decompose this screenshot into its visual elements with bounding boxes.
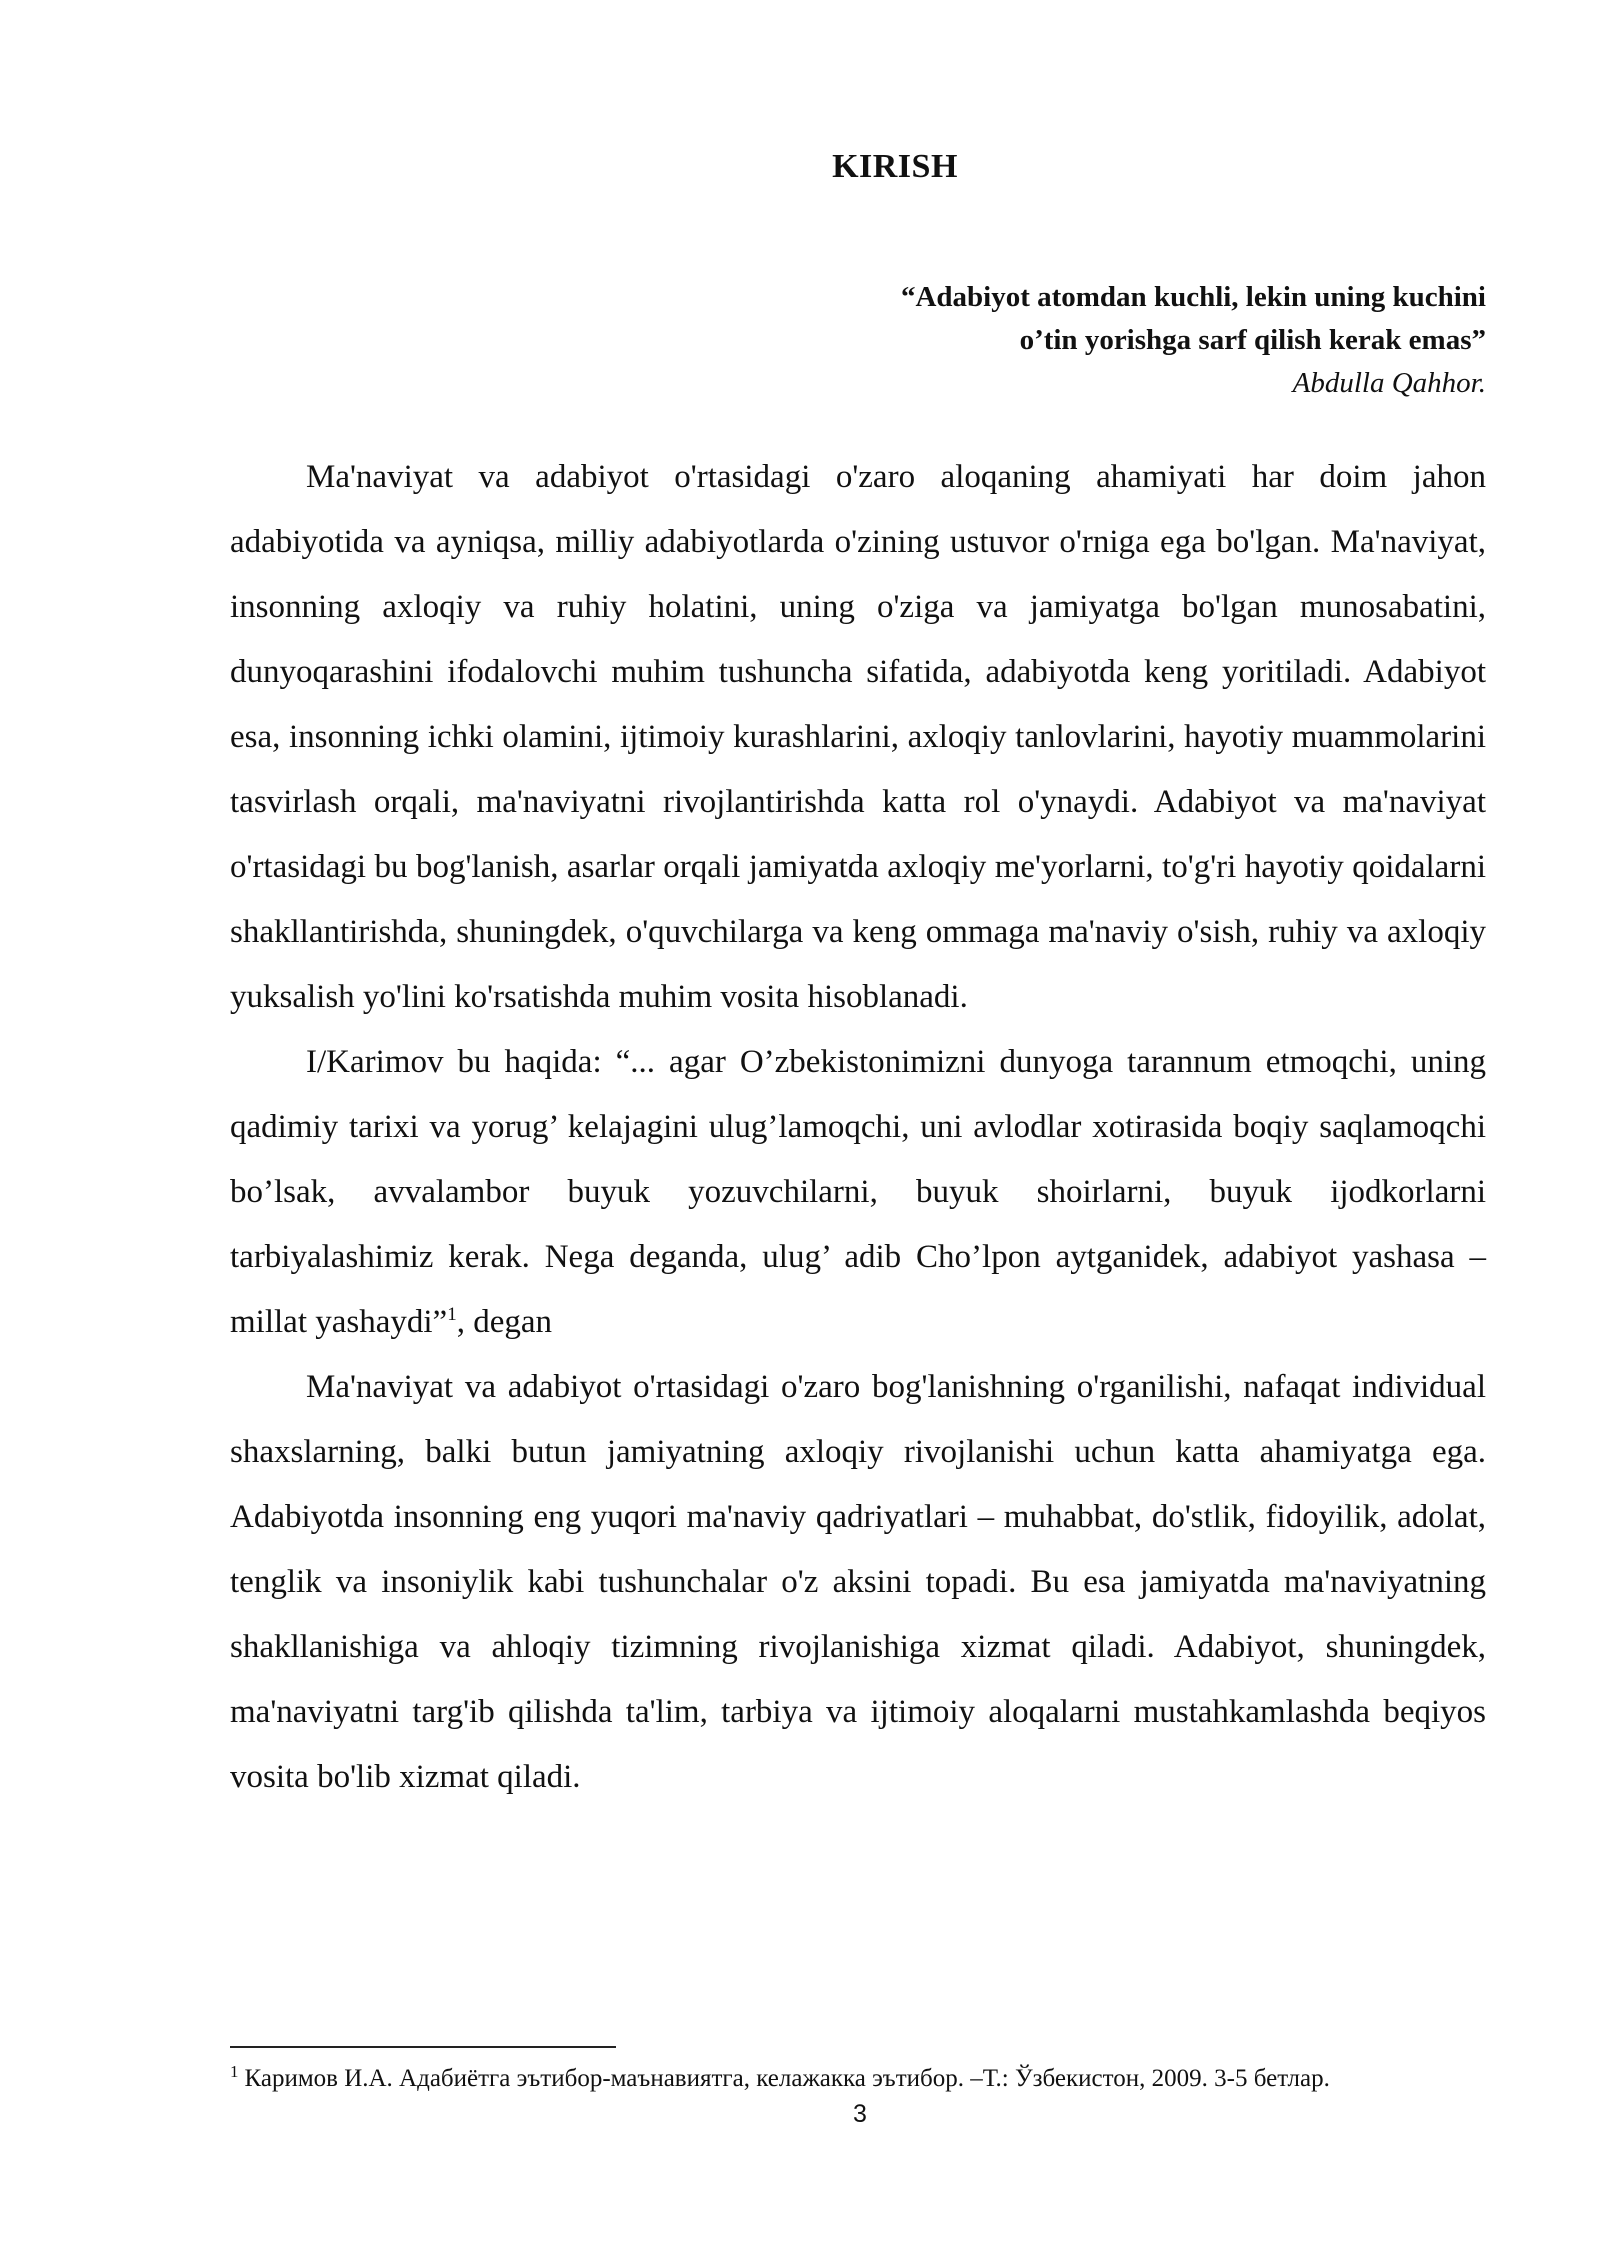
epigraph-quote-line-1: “Adabiyot atomdan kuchli, lekin uning kuchini bbox=[900, 281, 1486, 313]
page-title: KIRISH bbox=[832, 148, 958, 185]
epigraph bbox=[586, 276, 1486, 405]
epigraph-author: Abdulla Qahhor. bbox=[1292, 367, 1486, 399]
footnote bbox=[230, 2062, 1530, 2096]
page-number: 3 bbox=[853, 2100, 867, 2128]
footnote-number: 1 bbox=[230, 2061, 239, 2081]
footnote-reference[interactable]: 1 bbox=[447, 1304, 457, 1325]
footnote-divider bbox=[230, 2046, 616, 2048]
paragraph-2-tail: , degan bbox=[456, 1304, 552, 1340]
paragraph-3: Ma'naviyat va adabiyot o'rtasidagi o'zaro bog'lanishning o'rganilishi, nafaqat individual shaxslarning, balki butun jamiyatning axloqiy rivojlanishi uchun katta ahamiyatga ega. Adabiyotda insonning eng yuqori ma'naviy qadriyatlari – muhabbat, do'stlik, fidoyilik, adolat, tenglik va insoniylik kabi tushunchalar o'z aksini topadi. Bu esa jamiyatda ma'naviyatning shakllanishiga va ahloqiy tizimning rivojlanishiga xizmat qiladi. Adabiyot, shuningdek, ma'naviyatni targ'ib qilishda ta'lim, tarbiya va ijtimoiy aloqalarni mustahkamlashda beqiyos vosita bo'lib xizmat qiladi. bbox=[230, 1369, 1486, 1795]
epigraph-quote-line-2: o’tin yorishga sarf qilish kerak emas” bbox=[1019, 324, 1486, 356]
paragraph-2 bbox=[230, 1030, 1486, 1355]
paragraph-1: Ma'naviyat va adabiyot o'rtasidagi o'zaro aloqaning ahamiyati har doim jahon adabiyotida va ayniqsa, milliy adabiyotlarda o'zining ustuvor o'rniga ega bo'lgan. Ma'naviyat, insonning axloqiy va ruhiy holatini, uning o'ziga va jamiyatga bo'lgan munosabatini, dunyoqarashini ifodalovchi muhim tushuncha sifatida, adabiyotda keng yoritiladi. Adabiyot esa, insonning ichki olamini, ijtimoiy kurashlarini, axloqiy tanlovlarini, hayotiy muammolarini tasvirlash orqali, ma'naviyatni rivojlantirishda katta rol o'ynaydi. Adabiyot va ma'naviyat o'rtasidagi bu bog'lanish, asarlar orqali jamiyatda axloqiy me'yorlarni, to'g'ri hayotiy qoidalarni shakllantirishda, shuningdek, o'quvchilarga va keng ommaga ma'naviy o'sish, ruhiy va axloqiy yuksalish yo'lini ko'rsatishda muhim vosita hisoblanadi. bbox=[230, 459, 1486, 1015]
footnote-text: Каримов И.А. Адабиётга эътибор-маънавиятга, келажакка эътибор. –Т.: Ўзбекистон, 2009. 3-5 бетлар. bbox=[244, 2065, 1330, 2092]
paragraph-2-text: I/Karimov bu haqida: “... agar O’zbekistonimizni dunyoga tarannum etmoqchi, uning qadimiy tarixi va yorug’ kelajagini ulug’lamoqchi, uni avlodlar xotirasida boqiy saqlamoqchi bo’lsak, avvalambor buyuk yozuvchilarni, buyuk shoirlarni, buyuk ijodkorlarni tarbiyalashimiz kerak. Nega deganda, ulug’ adib Cho’lpon aytganidek, adabiyot yashasa – millat yashaydi” bbox=[230, 1044, 1486, 1340]
body-text bbox=[230, 445, 1486, 1810]
